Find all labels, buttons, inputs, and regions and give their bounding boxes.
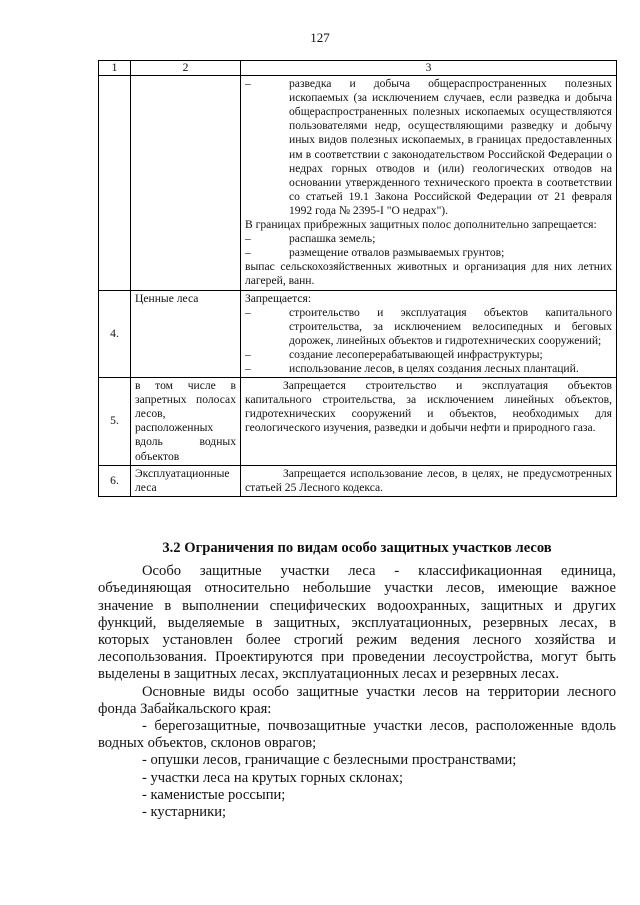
- row-number-cell: 6.: [99, 465, 131, 496]
- dash-marker: –: [245, 361, 251, 375]
- restriction-cell: [241, 378, 617, 466]
- paragraph: Запрещается строительство и эксплуатация объектов капитального строительства, за исключением линейных объектов, гидротехнических сооружений и объектов, необходимых для геологического изучения, разведки и добычи нефти и природного газа.: [245, 379, 612, 435]
- column-header: 1: [99, 61, 131, 76]
- list-item: - опушки лесов, граничащие с безлесными пространствами;: [142, 752, 517, 769]
- paragraph: выпас сельскохозяйственных животных и организация для них летних лагерей, ванн.: [245, 260, 612, 288]
- list-item: [245, 232, 612, 246]
- table-row-4: [99, 290, 617, 378]
- list-item-text: разведка и добыча общераспространенных полезных ископаемых (за исключением случаев, если разведка и добыча общераспространенных полезных ископаемых осуществляются пользователями недр, осуществляющими разведку и добычу иных видов полезных ископаемых, в границах предоставленных им в соответствии с законодательством Российской Федерации о недрах горных отводов и (или) геологических отводов на основании утвержденного технического проекта в соответствии со статьей 19.1 Закона Российской Федерации от 21 февраля 1992 года № 2395-I "О недрах").: [289, 77, 612, 217]
- list-item: - участки леса на крутых горных склонах;: [142, 769, 404, 786]
- forest-type-cell: в том числе в запретных полосах лесов, расположенных вдоль водных объектов: [131, 378, 241, 466]
- list-item: [245, 348, 612, 362]
- list-item-text: использование лесов, в целях создания лесных плантаций.: [289, 361, 579, 375]
- dash-marker: –: [245, 232, 251, 246]
- row-number-cell: 4.: [99, 290, 131, 378]
- row-number-cell: [99, 76, 131, 290]
- restriction-cell: [241, 290, 617, 378]
- column-header: 3: [241, 61, 617, 76]
- forest-type-cell: [131, 76, 241, 290]
- paragraph: Основные виды особо защитные участки лесов на территории лесного фонда Забайкальского края:: [98, 683, 616, 717]
- forest-type-cell: Ценные леса: [131, 290, 241, 378]
- dash-marker: –: [245, 77, 251, 91]
- list-item: - каменистые россыпи;: [142, 786, 286, 803]
- page-number: 127: [310, 30, 330, 45]
- list-item: [245, 77, 612, 218]
- list-item: [245, 362, 612, 376]
- row-number-cell: 5.: [99, 378, 131, 466]
- dash-marker: –: [245, 246, 251, 260]
- restrictions-table: [98, 60, 617, 497]
- section-3-2: [98, 540, 616, 821]
- paragraph: В границах прибрежных защитных полос дополнительно запрещается:: [245, 218, 597, 232]
- dash-marker: –: [245, 305, 251, 319]
- table-row-continuation: [99, 76, 617, 290]
- table-header-row: [99, 61, 617, 76]
- list-item: - кустарники;: [142, 804, 227, 821]
- restriction-cell: [241, 76, 617, 290]
- restriction-cell: [241, 465, 617, 496]
- table-row-6: [99, 465, 617, 496]
- dash-marker: –: [245, 347, 251, 361]
- forest-type-cell: Эксплуатационные леса: [131, 465, 241, 496]
- list-item-text: строительство и эксплуатация объектов капитального строительства, за исключением велосипедных и беговых дорожек, линейных объектов и гидротехнических сооружений;: [289, 305, 612, 347]
- list-item: [245, 306, 612, 348]
- paragraph: Запрещается использование лесов, в целях, не предусмотренных статьей 25 Лесного кодекса.: [245, 466, 612, 494]
- list-item: [245, 246, 612, 260]
- column-header: 2: [131, 61, 241, 76]
- table-row-5: [99, 378, 617, 466]
- list-item-text: распашка земель;: [289, 232, 376, 246]
- section-heading: 3.2 Ограничения по видам особо защитных участков лесов: [162, 540, 552, 556]
- paragraph: Особо защитные участки леса - классификационная единица, объединяющая относительно небольшие участки лесов, имеющие важное значение в выполнении специфических водоохранных, защитных и других функций, выделяемые в защитных, эксплуатационных, резервных лесах, в которых установлен более строгий режим ведения лесного хозяйства и лесопользования. Проектируются при проведении лесоустройства, могут быть выделены в защитных лесах, эксплуатационных лесах и резервных лесах.: [98, 563, 616, 683]
- list-item: - берегозащитные, почвозащитные участки лесов, расположенные вдоль водных объектов, склонов оврагов;: [98, 718, 616, 752]
- list-item-text: размещение отвалов размываемых грунтов;: [289, 246, 505, 260]
- list-item-text: создание лесоперерабатывающей инфраструктуры;: [289, 347, 543, 361]
- paragraph: Запрещается:: [245, 291, 312, 305]
